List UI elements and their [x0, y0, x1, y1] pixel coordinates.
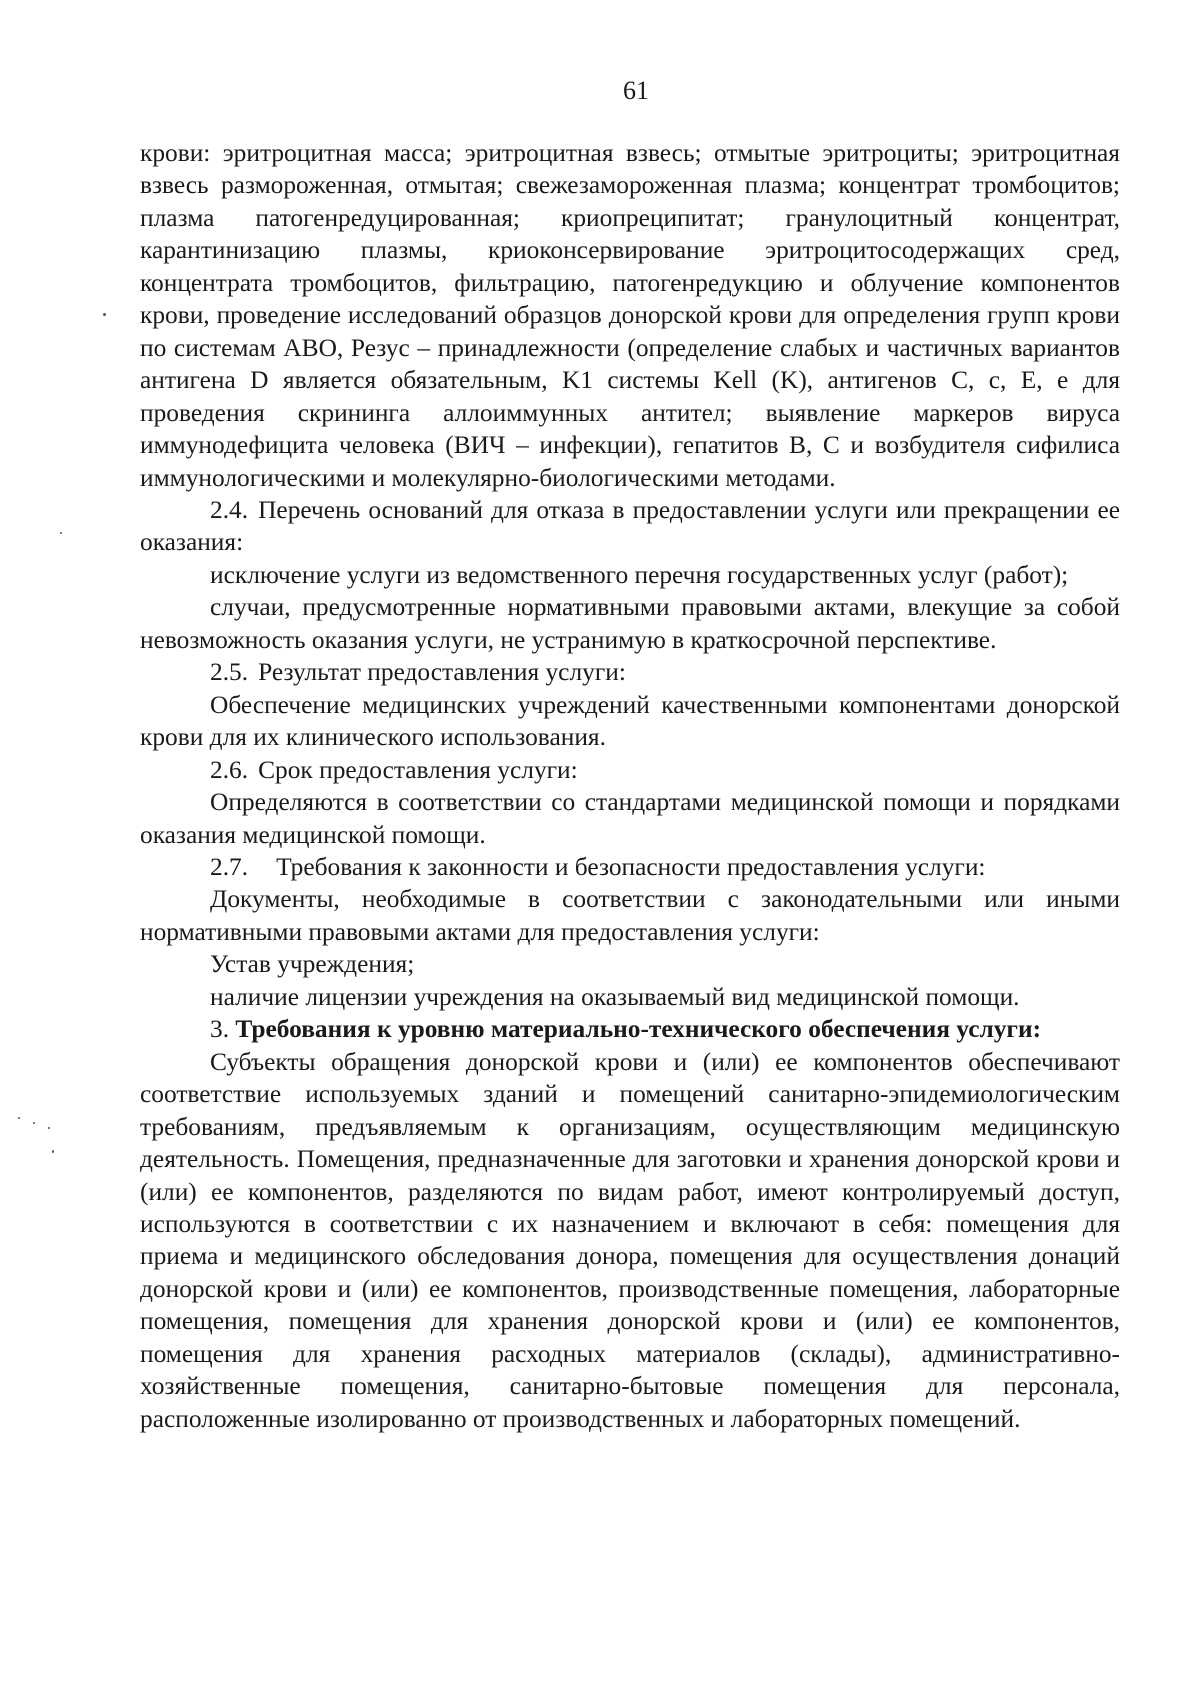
section-2-6-heading: [140, 754, 1120, 786]
section-number: 2.4.: [210, 495, 249, 524]
section-title: Требования к уровню материально-технического обеспечения услуги:: [235, 1015, 1042, 1044]
paragraph-subjects: Субъекты обращения донорской крови и (или) ее компонентов обеспечивают соответствие используемых зданий и помещений санитарно-эпидемиологическим требованиям, предъявляемым к организациям, осуществляющим медицинскую деятельность. Помещения, предназначенные для заготовки и хранения донорской крови и (или) ее компонентов, разделяются по видам работ, имеют контролируемый доступ, используются в соответствии с их назначением и включают в себя: помещения для приема и медицинского обследования донора, помещения для осуществления донаций донорской крови и (или) ее компонентов, производственные помещения, лабораторные помещения, помещения для хранения донорской крови и (или) ее компонентов, помещения для хранения расходных материалов (склады), административно-хозяйственные помещения, санитарно-бытовые помещения для персонала, расположенные изолированно от производственных и лабораторных помещений.: [140, 1047, 1120, 1433]
paragraph-result: Обеспечение медицинских учреждений качественными компонентами донорской крови для их клинического использования.: [140, 690, 1120, 752]
section-2-4-heading: [140, 494, 1120, 559]
section-title: Срок предоставления услуги:: [258, 755, 578, 784]
page-number: 61: [623, 76, 649, 105]
scan-speck: [18, 1117, 20, 1119]
section-2-7-heading: [140, 851, 1120, 883]
scan-speck: [103, 313, 106, 316]
section-2-5-heading: [140, 656, 1120, 688]
section-title: Перечень оснований для отказа в предоставлении услуги или прекращении ее оказания:: [140, 495, 1120, 557]
paragraph-term: Определяются в соответствии со стандартами медицинской помощи и порядками оказания медицинской помощи.: [140, 788, 1120, 849]
document-body: [140, 137, 1120, 1435]
scan-speck: [60, 532, 62, 534]
section-number: 2.5.: [210, 658, 249, 687]
section-3-heading: [140, 1013, 1120, 1045]
paragraph-blood-components: крови: эритроцитная масса; эритроцитная взвесь; отмытые эритроциты; эритроцитная взвесь размороженная, отмытая; свежезамороженная плазма; концентрат тромбоцитов; плазма патогенредуцированная; криопреципитат; гранулоцитный концентрат, карантинизацию плазмы, криоконсервирование эритроцитосодержащих сред, концентрата тромбоцитов, фильтрацию, патогенредукцию и облучение компонентов крови, проведение исследований образцов донорской крови для определения групп крови по системам АВО, Резус – принадлежности (определение слабых и частичных вариантов антигена D является обязательным, K1 системы Kell (K), антигенов C, c, E, e для проведения скрининга аллоиммунных антител; выявление маркеров вируса иммунодефицита человека (ВИЧ – инфекции), гепатитов B, C и возбудителя сифилиса иммунологическими и молекулярно-биологическими методами.: [140, 139, 1120, 492]
paragraph-documents: Документы, необходимые в соответствии с законодательными или иными нормативными правовыми актами для предоставления услуги:: [140, 885, 1120, 946]
section-number: 2.6.: [210, 755, 249, 784]
scan-speck: [52, 1150, 54, 1153]
scan-speck: [48, 1127, 50, 1129]
section-title: Требования к законности и безопасности предоставления услуги:: [276, 852, 986, 881]
paragraph-cases: случаи, предусмотренные нормативными правовыми актами, влекущие за собой невозможность оказания услуги, не устранимую в краткосрочной перспективе.: [140, 593, 1120, 654]
paragraph-exclusion: исключение услуги из ведомственного перечня государственных услуг (работ);: [210, 560, 1069, 589]
section-number: 3.: [210, 1015, 230, 1044]
scan-speck: [33, 1122, 35, 1124]
paragraph-charter: Устав учреждения;: [210, 950, 415, 979]
section-title: Результат предоставления услуги:: [258, 658, 626, 687]
paragraph-license: наличие лицензии учреждения на оказываемый вид медицинской помощи.: [210, 982, 1020, 1011]
section-number: 2.7.: [210, 852, 249, 881]
